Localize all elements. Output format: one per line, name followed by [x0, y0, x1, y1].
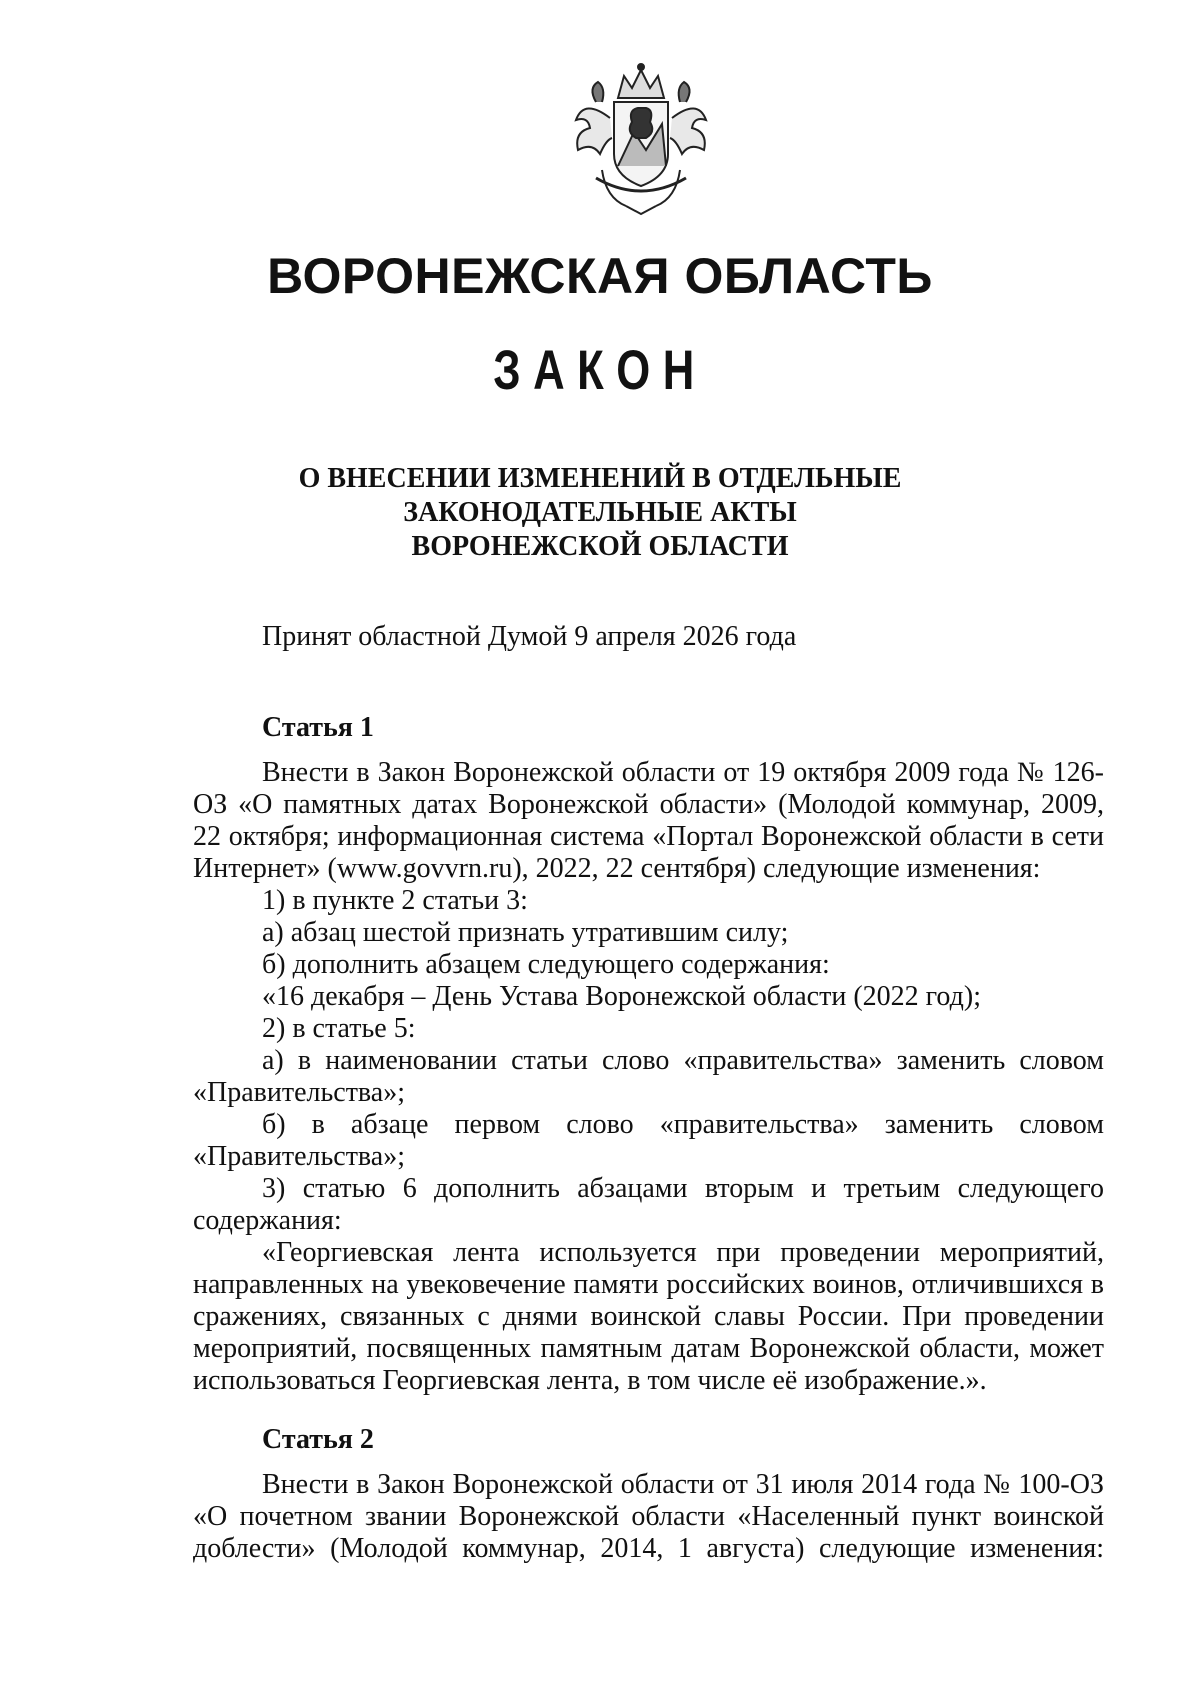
- adoption-date: Принят областной Думой 9 апреля 2026 года: [262, 621, 797, 652]
- article-1-intro: Внести в Закон Воронежской области от 19 октября 2009 года № 126-ОЗ «О памятных датах Воронежской области» (Молодой коммунар, 2009, 22 октября; информационная система «Портал Воронежской области в сети Интернет» (www.govvrn.ru), 2022, 22 сентября) следующие изменения:: [193, 757, 1104, 884]
- coat-of-arms-icon: [566, 58, 716, 218]
- list-item: «Георгиевская лента используется при проведении мероприятий, направленных на увековечение памяти российских воинов, отличившихся в сражениях, связанных с днями воинской славы России. При проведении мероприятий, посвященных памятным датам Воронежской области, может использоваться Георгиевская лента, в том числе её изображение.».: [193, 1237, 1104, 1396]
- list-item: б) в абзаце первом слово «правительства» заменить словом «Правительства»;: [193, 1109, 1104, 1172]
- list-item: б) дополнить абзацем следующего содержания:: [262, 949, 830, 980]
- list-item: а) в наименовании статьи слово «правительства» заменить словом «Правительства»;: [193, 1045, 1104, 1108]
- law-title-line: ВОРОНЕЖСКОЙ ОБЛАСТИ: [411, 531, 789, 562]
- law-title-line: О ВНЕСЕНИИ ИЗМЕНЕНИЙ В ОТДЕЛЬНЫЕ: [298, 463, 902, 494]
- law-title: [0, 462, 1200, 564]
- article-2-body: [193, 1469, 1104, 1565]
- list-item: 2) в статье 5:: [262, 1013, 416, 1044]
- list-item: а) абзац шестой признать утратившим силу;: [262, 917, 789, 948]
- list-item: 3) статью 6 дополнить абзацами вторым и третьим следующего содержания:: [193, 1173, 1104, 1236]
- article-1-heading: Статья 1: [262, 712, 374, 743]
- article-1-body: [193, 757, 1104, 1397]
- document-type-title: ЗАКОН: [493, 338, 707, 401]
- article-2-intro: Внести в Закон Воронежской области от 31 июля 2014 года № 100-ОЗ «О почетном звании Воронежской области «Населенный пункт воинской доблести» (Молодой коммунар, 2014, 1 августа) следующие изменения:: [193, 1469, 1104, 1564]
- region-title: ВОРОНЕЖСКАЯ ОБЛАСТЬ: [267, 248, 933, 304]
- article-2-heading: Статья 2: [262, 1424, 374, 1455]
- law-title-line: ЗАКОНОДАТЕЛЬНЫЕ АКТЫ: [403, 497, 797, 528]
- list-item: 1) в пункте 2 статьи 3:: [262, 885, 528, 916]
- list-item: «16 декабря – День Устава Воронежской области (2022 год);: [262, 981, 981, 1012]
